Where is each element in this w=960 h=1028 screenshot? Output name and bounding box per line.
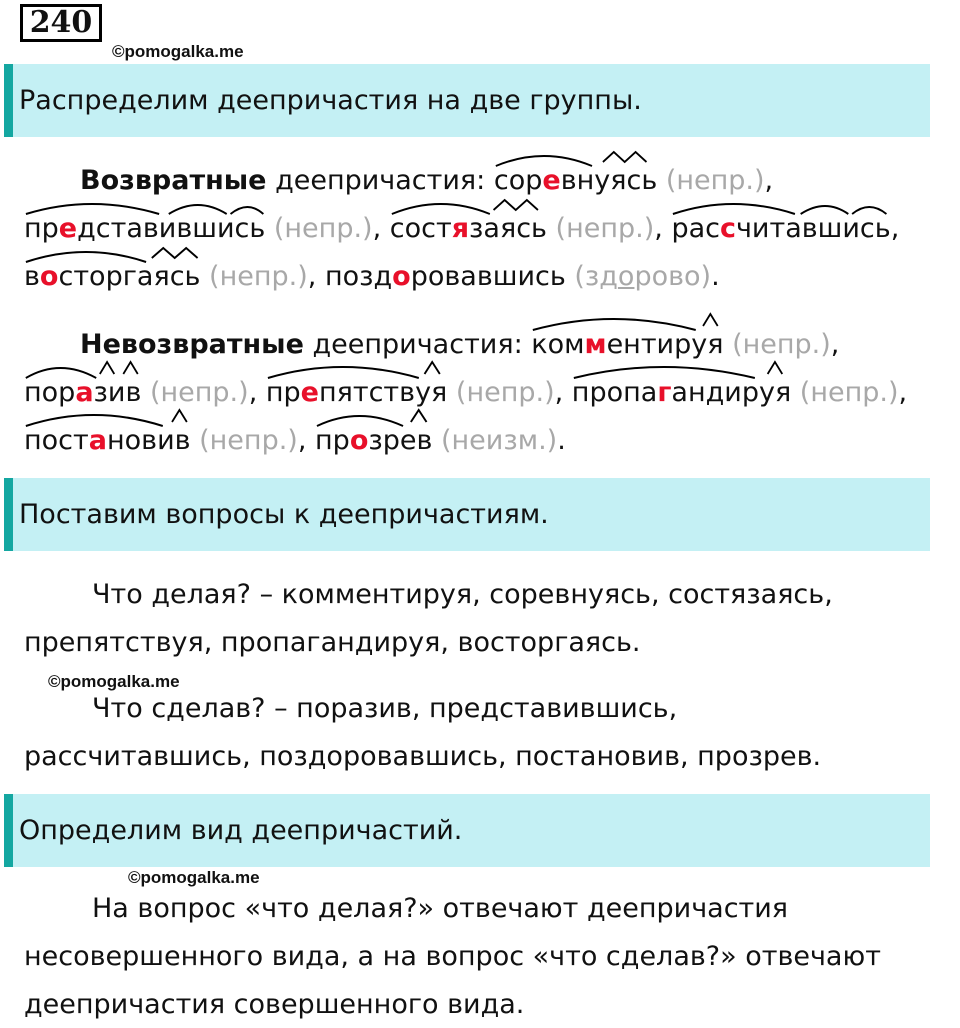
word-vostorgayas: восторгаясь <box>24 260 200 294</box>
morpheme-marks <box>24 408 191 428</box>
note: (непр.) <box>199 425 298 456</box>
questions-line-3: Что сделав? – поразив, представившись, <box>92 693 678 724</box>
reflexive-label: Возвратные <box>80 165 267 196</box>
morpheme-marks <box>572 360 791 380</box>
nonreflexive-line-1: Невозвратные деепричастия: комментируя (непр.), <box>80 328 839 362</box>
word-rasschitavshis: рассчитавшись <box>671 212 890 246</box>
word-porazit: поразив <box>24 376 141 410</box>
morpheme-marks <box>390 196 547 216</box>
reflexive-line-1: Возвратные деепричастия: соревнуясь (непр.), <box>80 164 773 198</box>
reflexive-line-3: восторгаясь (непр.), поздоровавшись (здорово). <box>24 260 720 294</box>
participles-word: деепричастия: <box>275 165 486 196</box>
aspect-line-2: несовершенного вида, а на вопрос «что сделав?» отвечают <box>24 941 881 972</box>
section-heading-1: Распределим деепричастия на две группы. <box>4 64 930 137</box>
note: (непр.) <box>799 377 899 408</box>
word-prozrev: прозрев <box>315 424 432 458</box>
word-predstavivshis: представившись <box>24 212 265 246</box>
word-kommentiruya: комментируя <box>531 328 723 362</box>
aspect-line-3: деепричастия совершенного вида. <box>24 989 525 1020</box>
nonreflexive-label: Невозвратные <box>80 329 304 360</box>
nonreflexive-line-3: постановив (непр.), прозрев (неизм.). <box>24 424 566 458</box>
check-word: (здорово) <box>574 261 712 292</box>
morpheme-marks <box>671 196 890 216</box>
word-sostyazayas: состязаясь <box>390 212 547 246</box>
morpheme-marks <box>24 360 141 380</box>
section-heading-3: Определим вид деепричастий. <box>4 794 930 867</box>
note: (непр.) <box>555 213 655 244</box>
word-propagandiruya: пропагандируя <box>572 376 791 410</box>
exercise-number: 240 <box>20 4 102 42</box>
word-sorevnuyas: соревнуясь <box>494 164 657 198</box>
morpheme-marks <box>315 408 432 428</box>
watermark: ©pomogalka.me <box>48 672 180 691</box>
aspect-line-1: На вопрос «что делая?» отвечают деепричастия <box>92 893 789 924</box>
note: (неизм.) <box>441 425 558 456</box>
note: (непр.) <box>732 329 831 360</box>
questions-line-4: рассчитавшись, поздоровавшись, постановив, прозрев. <box>24 741 822 772</box>
watermark: ©pomogalka.me <box>112 42 244 61</box>
morpheme-marks <box>24 244 200 264</box>
watermark: ©pomogalka.me <box>128 868 260 887</box>
note: (непр.) <box>209 261 308 292</box>
participles-word: деепричастия: <box>312 329 523 360</box>
morpheme-marks <box>24 196 265 216</box>
morpheme-marks <box>531 312 723 332</box>
reflexive-line-2: представившись (непр.), состязаясь (непр.), рассчитавшись, <box>24 212 899 246</box>
nonreflexive-line-2: поразив (непр.), препятствуя (непр.), пропагандируя (непр.), <box>24 376 907 410</box>
questions-line-1: Что делая? – комментируя, соревнуясь, состязаясь, <box>92 579 833 610</box>
note: (непр.) <box>455 377 555 408</box>
note: (непр.) <box>273 213 373 244</box>
note: (непр.) <box>149 377 249 408</box>
questions-line-2: препятствуя, пропагандируя, восторгаясь. <box>24 627 641 658</box>
word-postanovit: постановив <box>24 424 191 458</box>
morpheme-marks <box>266 360 447 380</box>
note: (непр.) <box>665 165 765 196</box>
word-prepyatstvuya: препятствуя <box>266 376 447 410</box>
section-heading-2: Поставим вопросы к деепричастиям. <box>4 478 930 551</box>
word-pozdorovavshis: поздоровавшись <box>324 261 566 292</box>
morpheme-marks <box>494 148 657 168</box>
